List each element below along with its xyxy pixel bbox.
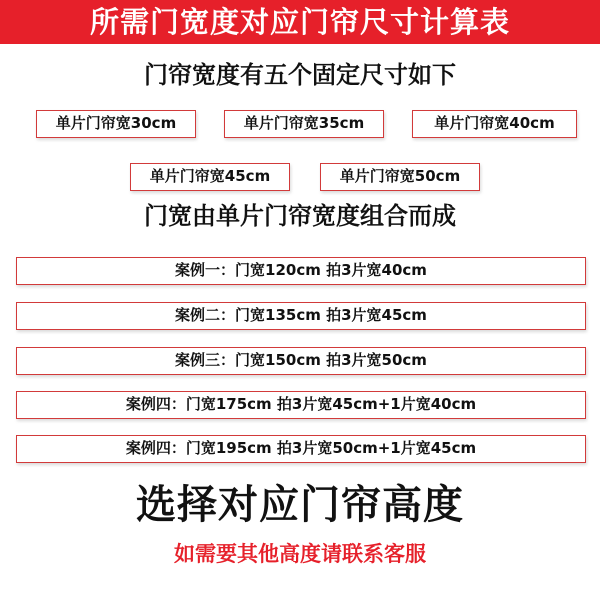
size-box-40cm: 单片门帘宽40cm (412, 110, 577, 138)
size-box-35cm: 单片门帘宽35cm (224, 110, 384, 138)
case-box-4: 案例四：门宽175cm 拍3片宽45cm+1片宽40cm (16, 391, 586, 419)
case-box-3: 案例三：门宽150cm 拍3片宽50cm (16, 347, 586, 375)
case-box-2: 案例二：门宽135cm 拍3片宽45cm (16, 302, 586, 330)
fixed-sizes-heading: 门帘宽度有五个固定尺寸如下 (144, 61, 456, 89)
case-box-1: 案例一：门宽120cm 拍3片宽40cm (16, 257, 586, 285)
size-box-50cm: 单片门帘宽50cm (320, 163, 480, 191)
combination-heading: 门宽由单片门帘宽度组合而成 (144, 202, 456, 230)
size-box-30cm: 单片门帘宽30cm (36, 110, 196, 138)
case-box-5: 案例四：门宽195cm 拍3片宽50cm+1片宽45cm (16, 435, 586, 463)
size-box-45cm: 单片门帘宽45cm (130, 163, 290, 191)
page-title-banner: 所需门宽度对应门帘尺寸计算表 (0, 0, 600, 44)
contact-service-note: 如需要其他高度请联系客服 (174, 542, 426, 566)
choose-height-heading: 选择对应门帘高度 (136, 482, 464, 528)
